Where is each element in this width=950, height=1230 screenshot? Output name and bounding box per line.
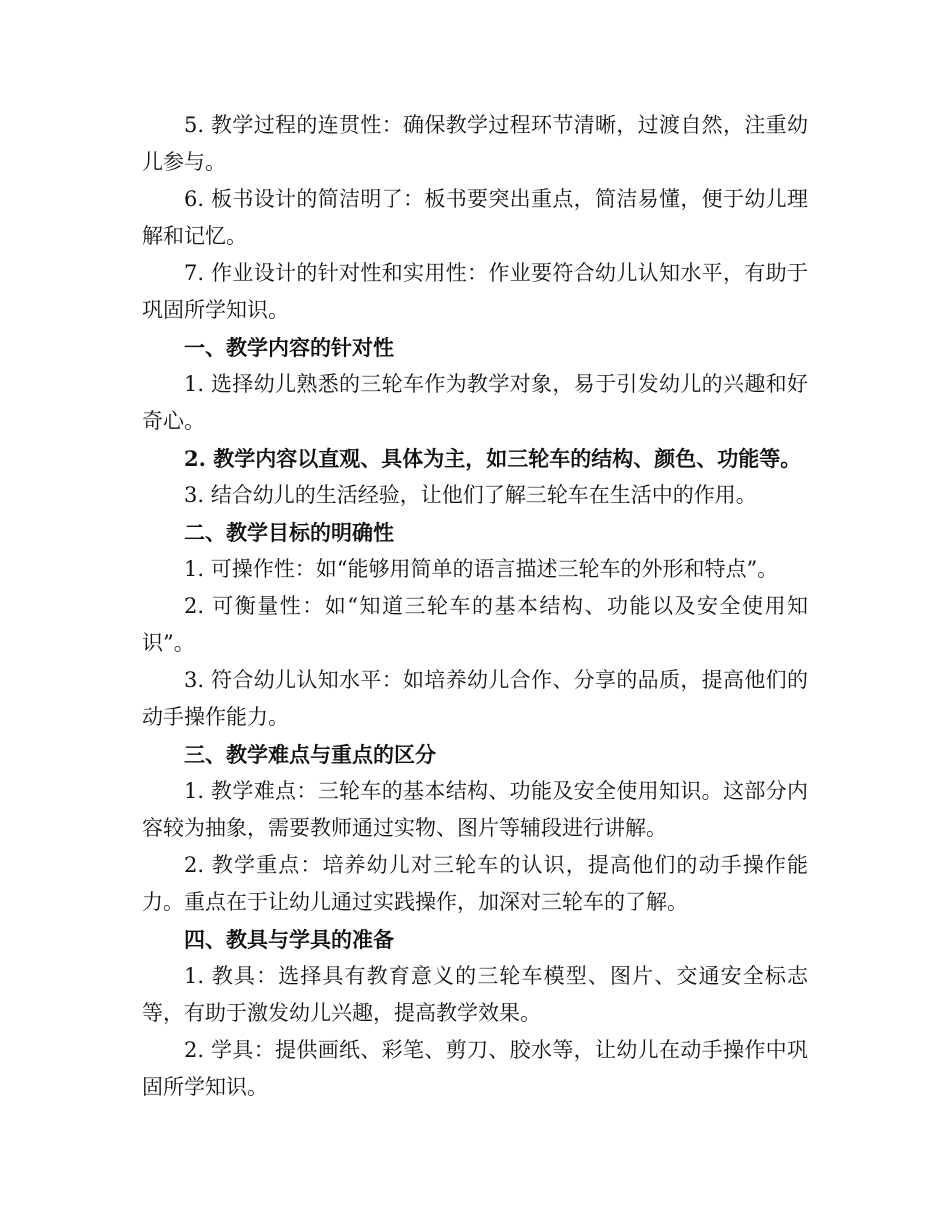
paragraph-6-board-design: 6. 板书设计的简洁明了：板书要突出重点，简洁易懂，便于幼儿理解和记忆。 — [142, 187, 808, 248]
section-3-item-2: 2. 教学重点：培养幼儿对三轮车的认识，提高他们的动手操作能力。重点在于让幼儿通过实践操作，加深对三轮车的了解。 — [142, 853, 808, 914]
section-4-item-2: 2. 学具：提供画纸、彩笔、剪刀、胶水等，让幼儿在动手操作中巩固所学知识。 — [142, 1038, 808, 1099]
document-body — [142, 107, 808, 1106]
section-heading-1: 一、教学内容的针对性 — [184, 335, 394, 360]
section-2-item-3: 3. 符合幼儿认知水平：如培养幼儿合作、分享的品质，提高他们的动手操作能力。 — [142, 668, 808, 729]
section-3-item-1: 1. 教学难点：三轮车的基本结构、功能及安全使用知识。这部分内容较为抽象，需要教师通过实物、图片等辅段进行讲解。 — [142, 779, 808, 840]
section-heading-4: 四、教具与学具的准备 — [184, 927, 394, 952]
section-heading-2: 二、教学目标的明确性 — [184, 520, 394, 545]
section-1-item-2: 2. 教学内容以直观、具体为主，如三轮车的结构、颜色、功能等。 — [184, 446, 802, 471]
section-1-item-3: 3. 结合幼儿的生活经验，让他们了解三轮车在生活中的作用。 — [184, 483, 757, 507]
section-1-item-1: 1. 选择幼儿熟悉的三轮车作为教学对象，易于引发幼儿的兴趣和好奇心。 — [142, 372, 808, 433]
section-heading-3: 三、教学难点与重点的区分 — [184, 742, 436, 767]
paragraph-7-homework-design: 7. 作业设计的针对性和实用性：作业要符合幼儿认知水平，有助于巩固所学知识。 — [142, 261, 808, 322]
section-4-item-1: 1. 教具：选择具有教育意义的三轮车模型、图片、交通安全标志等，有助于激发幼儿兴趣，提高教学效果。 — [142, 964, 808, 1025]
section-2-item-2: 2. 可衡量性：如“知道三轮车的基本结构、功能以及安全使用知识”。 — [142, 594, 808, 655]
paragraph-5-process-continuity: 5. 教学过程的连贯性：确保教学过程环节清晰，过渡自然，注重幼儿参与。 — [142, 113, 808, 174]
section-2-item-1: 1. 可操作性：如“能够用简单的语言描述三轮车的外形和特点”。 — [184, 557, 779, 581]
